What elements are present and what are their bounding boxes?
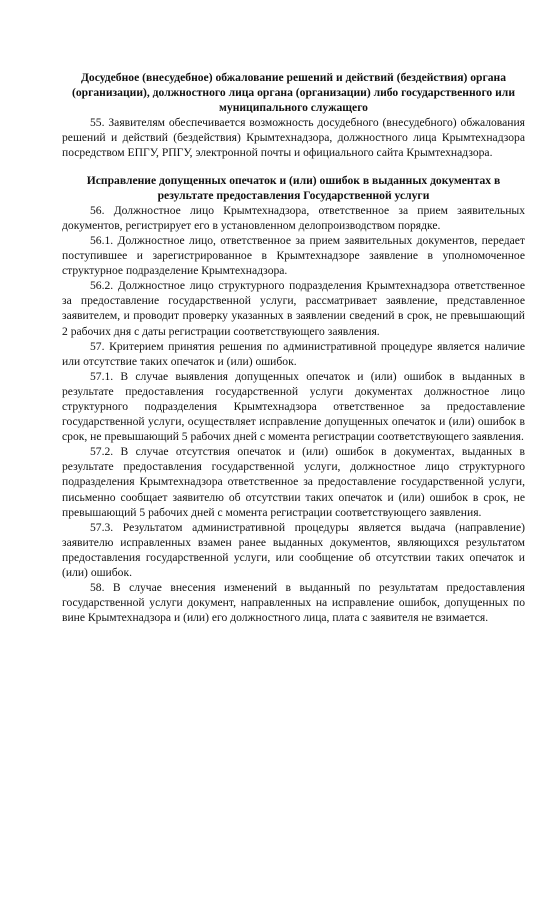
paragraph-57-3: 57.3. Результатом административной процедуры является выдача (направление) заявителю исправленных взамен ранее выданных документов, являющихся результатом предоставления государственной услуги, или сообщение об отсутствии таких опечаток и (или) ошибок. xyxy=(62,520,525,579)
section-appeal xyxy=(62,70,525,161)
section-heading-appeal: Досудебное (внесудебное) обжалование решений и действий (бездействия) органа (организации), должностного лица органа (организации) либо государственного или муниципального служащего xyxy=(72,71,515,115)
document-page xyxy=(62,70,525,625)
section-heading-corrections: Исправление допущенных опечаток и (или) ошибок в выданных документах в результате предоставления Государственной услуги xyxy=(86,173,501,202)
section-corrections xyxy=(62,173,525,626)
paragraph-57-1: 57.1. В случае выявления допущенных опечаток и (или) ошибок в выданных в результате предоставления государственной услуги документах должностное лицо структурного подразделения Крымтехнадзора ответственное за предоставление государственной услуги, осуществляет исправление допущенных опечаток и (или) ошибок в срок, не превышающий 5 рабочих дней с момента регистрации соответствующего заявления. xyxy=(62,369,525,444)
paragraph-58: 58. В случае внесения изменений в выданный по результатам предоставления государственной услуги документ, направленных на исправление ошибок, допущенных по вине Крымтехнадзора и (или) его должностного лица, плата с заявителя не взимается. xyxy=(62,581,525,625)
paragraph-56: 56. Должностное лицо Крымтехнадзора, ответственное за прием заявительных документов, регистрирует его в установленном делопроизводством порядке. xyxy=(62,203,525,232)
paragraph-57-2: 57.2. В случае отсутствия опечаток и (или) ошибок в документах, выданных в результате предоставления государственной услуги, должностное лицо структурного подразделения Крымтехнадзора ответственное за предоставление государственной услуги, письменно сообщает заявителю об отсутствии таких опечаток и (или) ошибок в срок, не превышающий 5 рабочих дней с момента регистрации соответствующего заявления. xyxy=(62,445,525,519)
paragraph-57: 57. Критерием принятия решения по административной процедуре является наличие или отсутствие таких опечаток и (или) ошибок. xyxy=(62,339,525,368)
paragraph-56-1: 56.1. Должностное лицо, ответственное за прием заявительных документов, передает поступившее и зарегистрированное в Крымтехнадзоре заявление в уполномоченное структурное подразделение Крымтехнадзора. xyxy=(62,233,525,278)
paragraph-55: 55. Заявителям обеспечивается возможность досудебного (внесудебного) обжалования решений и действий (бездействия) Крымтехнадзора, должностного лица Крымтехнадзора посредством ЕПГУ, РПГУ, электронной почты и официального сайта Крымтехнадзора. xyxy=(62,116,525,160)
paragraph-56-2: 56.2. Должностное лицо структурного подразделения Крымтехнадзора ответственное за предоставление государственной услуги, рассматривает заявление, представленное заявителем, и проводит проверку указанных в заявлении сведений в срок, не превышающий 2 рабочих дня с даты регистрации соответствующего заявления. xyxy=(62,279,525,338)
